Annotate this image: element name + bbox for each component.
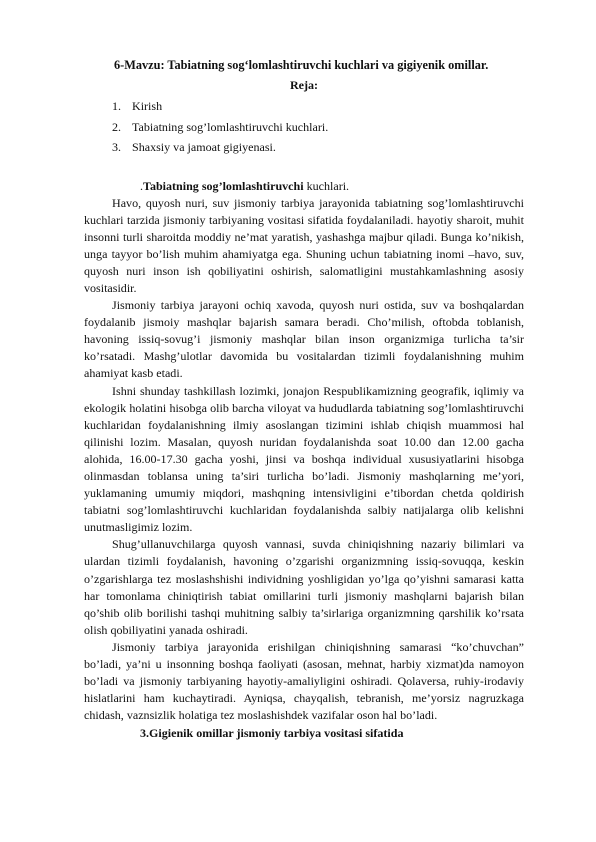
plan-heading: Reja: xyxy=(289,78,319,92)
plan-item-number: 3. xyxy=(112,140,122,154)
plan-item xyxy=(112,117,524,138)
body-paragraph: Havo, quyosh nuri, suv jismoniy tarbiya jarayonida tabiatning sog’lomlashtiruvchi kuchlari tarzida jismoniy tarbiyaning vositasi sifatida foydalaniladi. hayotiy sharoit, muhit insonni turli sharoitda moddiy ne’mat yaratish, yashashga majbur qiladi. Bunga ko’nikish, unga tayyor bo’lish muhim ahamiyatga ega. Shuning uchun tabiatning inomi –havo, suv, quyosh nuri inson ish qobiliyatini oshirish, salomatligini mustahkamlashning asosiy vositasidir. xyxy=(84,195,524,295)
plan-item xyxy=(112,96,524,117)
section-heading-bold: Tabiatning sog’lomlashtiruvchi xyxy=(143,178,304,193)
body-paragraph: Jismoniy tarbiya jarayoni ochiq xavoda, quyosh nuri ostida, suv va boshqalardan foydalanib jismoiy mashqlar bajarish samara beradi. Cho’milish, oftobda toblanish, havoning issiq-sovug’i jismoniy mashqlar bilan inson organizmiga turlicha ta’sir ko’rsatadi. Mashg’ulotlar davomida bu vositalardan tizimli foydalanishning muhim ahamiyat kasb etadi. xyxy=(84,298,524,381)
section-heading xyxy=(140,177,524,195)
section-heading-2: 3.Gigienik omillar jismoniy tarbiya vositasi sifatida xyxy=(140,726,404,741)
body-paragraph: Shug’ullanuvchilarga quyosh vannasi, suvda chiniqishning nazariy bilimlari va ulardan tizimli foydalanish, havoning o’zgarishi organizmning issiq-sovuqqa, keskin o’zgarishlarga tez moslashshishi individning yoshligidan yo’lga qo’yishni samarasi katta har tomonlama chiniqtirish tabiat omillarini turli jismoniy mashqlarni bajarish bilan qo’shib olib borilishi tashqi muhitning salbiy ta’sirlariga organizmning qarshilik ko’rsata olish qobiliyatini yanada oshiradi. xyxy=(84,537,524,637)
section-heading-tail: kuchlari. xyxy=(303,178,350,193)
plan-item-number: 2. xyxy=(112,119,122,134)
plan-item-text: Shaxsiy va jamoat gigiyenasi. xyxy=(132,140,276,154)
section-heading-prefix: . xyxy=(140,178,144,193)
plan-item-text: Tabiatning sog’lomlashtiruvchi kuchlari. xyxy=(132,119,329,134)
plan-item xyxy=(112,137,524,158)
plan-item-text: Kirish xyxy=(132,99,163,113)
body-paragraph: Ishni shunday tashkillash lozimki, jonajon Respublikamizning geografik, iqlimiy va ekologik holatini hisobga olib barcha viloyat va hududlarda tabiatning sog’lomlashtiruvchi kuchlaridan foydalanishning ilmiy asoslangan tizimini ishlab chiqish muammosi hal qilinishi lozim. Masalan, quyosh nuridan foydalanishda soat 10.00 dan 12.00 gacha alohida, 16.00-17.30 gacha yoshi, jinsi va boshqa individual xususiyatlarini hisobga olinmasdan toblansa uning ta’siri turlicha bo’ladi. Jismoniy mashqlarning me’yori, yuklamaning umumiy miqdori, mashqning intensivligini e’tibordan chetda qoldirish tabiatni sog’lomlashtiruvchi kuchlaridan foydalanishda salbiy natijalarga olib kelishni unutmasligimiz lozim. xyxy=(84,383,524,535)
plan-item-number: 1. xyxy=(112,99,122,113)
document-page xyxy=(84,56,524,742)
plan-list xyxy=(112,96,524,158)
body-paragraph: Jismoniy tarbiya jarayonida erishilgan chiniqishning samarasi “ko’chuvchan” bo’ladi, ya’ni u insonning boshqa faoliyati (asosan, mehnat, harbiy xizmat)da namoyon bo’ladi va jismoniy tarbiyaning hayotiy-amaliyligini oshiradi. Qolaversa, ruhiy-irodaviy hislatlarini ham kuchaytiradi. Ayniqsa, chayqalish, tebranish, me’yorsiz nagruzkaga chidash, vaznsizlik holatiga tez moslashishdek vazifalar oson hal bo’ladi. xyxy=(84,639,524,723)
document-title: 6-Mavzu: Tabiatning sog‘lomlashtiruvchi kuchlari va gigiyenik omillar. xyxy=(114,58,489,72)
